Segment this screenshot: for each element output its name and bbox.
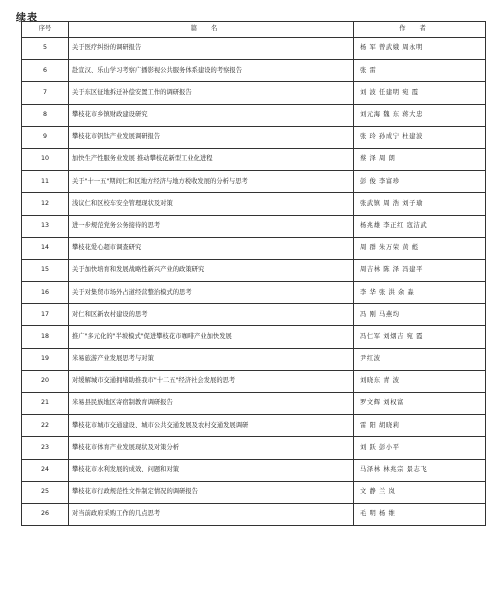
- row-title: 关于加快培育和发展战略性新兴产业的政策研究: [69, 259, 354, 281]
- row-title: 攀枝花市城市交通建设、城市公共交通发展及农村交通发展调研: [69, 415, 354, 437]
- row-author: 雷 阳 胡晓莉: [354, 415, 486, 437]
- table-row: [22, 171, 486, 193]
- row-seq: 20: [22, 370, 69, 392]
- table-header: [22, 22, 486, 38]
- table-row: [22, 459, 486, 481]
- row-author: 周 群 朱万荣 黄 彪: [354, 237, 486, 259]
- row-seq: 16: [22, 282, 69, 304]
- table-row: [22, 82, 486, 104]
- row-seq: 5: [22, 38, 69, 60]
- table-row: [22, 393, 486, 415]
- row-title: 关于"十一五"期间仁和区地方经济与地方税收发展的分析与思考: [69, 171, 354, 193]
- row-author: 张武镇 周 浩 刘子瑜: [354, 193, 486, 215]
- row-author: 马泽林 林兆宗 景志飞: [354, 459, 486, 481]
- row-author: 杨 军 曾武娥 周永明: [354, 38, 486, 60]
- row-author: 毛 明 杨 维: [354, 503, 486, 525]
- row-author: 尹红波: [354, 348, 486, 370]
- table-row: [22, 348, 486, 370]
- row-seq: 25: [22, 481, 69, 503]
- row-seq: 11: [22, 171, 69, 193]
- row-title: 攀枝花爱心超市调查研究: [69, 237, 354, 259]
- table-row: [22, 326, 486, 348]
- row-title: 推广"多元化的"半坡模式"促进攀枝花市咖啡产业加快发展: [69, 326, 354, 348]
- table-row: [22, 503, 486, 525]
- row-seq: 8: [22, 104, 69, 126]
- row-author: 冯仁军 刘烟吉 宛 霞: [354, 326, 486, 348]
- row-title: 攀枝花市行政规范性文件制定情况的调研报告: [69, 481, 354, 503]
- table-row: [22, 370, 486, 392]
- table-row: [22, 126, 486, 148]
- article-table: [21, 21, 486, 526]
- row-seq: 21: [22, 393, 69, 415]
- header-author: 作者: [354, 22, 486, 38]
- table-row: [22, 215, 486, 237]
- row-seq: 13: [22, 215, 69, 237]
- row-title: 对仁和区新农村建设的思考: [69, 304, 354, 326]
- row-title: 进一步规范党务公务接待的思考: [69, 215, 354, 237]
- header-row: [22, 22, 486, 38]
- row-seq: 26: [22, 503, 69, 525]
- row-seq: 6: [22, 60, 69, 82]
- row-author: 冯 刚 马燕均: [354, 304, 486, 326]
- table-body: [22, 38, 486, 526]
- row-title: 加快生产性服务业发展 推动攀枝花新型工业化进程: [69, 148, 354, 170]
- row-title: 米易县民族地区寄宿制教育调研报告: [69, 393, 354, 415]
- row-seq: 19: [22, 348, 69, 370]
- row-title: 浅议仁和区校车安全管理现状及对策: [69, 193, 354, 215]
- table-row: [22, 104, 486, 126]
- table-row: [22, 60, 486, 82]
- row-author: 文 静 兰 岚: [354, 481, 486, 503]
- row-title: 关于医疗纠纷的调研报告: [69, 38, 354, 60]
- row-seq: 18: [22, 326, 69, 348]
- row-seq: 17: [22, 304, 69, 326]
- header-title: 篇名: [69, 22, 354, 38]
- table-row: [22, 148, 486, 170]
- row-author: 刘 跃 彭小平: [354, 437, 486, 459]
- table-row: [22, 481, 486, 503]
- row-title: 攀枝花市乡镇财政建设研究: [69, 104, 354, 126]
- row-author: 杨兆雄 李正红 寇洁武: [354, 215, 486, 237]
- row-title: 赴宣汉、乐山学习考察广播影视公共服务体系建设的考察报告: [69, 60, 354, 82]
- row-author: 刘 波 任建明 宛 霞: [354, 82, 486, 104]
- table-row: [22, 282, 486, 304]
- row-author: 罗文辉 刘权富: [354, 393, 486, 415]
- row-author: 张 雷: [354, 60, 486, 82]
- row-author: 彭 俊 李富珍: [354, 171, 486, 193]
- table-row: [22, 415, 486, 437]
- row-author: 蔡 泽 周 朗: [354, 148, 486, 170]
- table-row: [22, 437, 486, 459]
- page-heading: 续表: [16, 13, 38, 24]
- row-seq: 9: [22, 126, 69, 148]
- table-row: [22, 38, 486, 60]
- row-title: 关于东区征地拆迁补偿安置工作的调研报告: [69, 82, 354, 104]
- row-author: 刘晓东 青 波: [354, 370, 486, 392]
- row-title: 关于对集贸市场外占道经营整治模式的思考: [69, 282, 354, 304]
- row-seq: 14: [22, 237, 69, 259]
- row-seq: 7: [22, 82, 69, 104]
- row-seq: 12: [22, 193, 69, 215]
- table-row: [22, 304, 486, 326]
- row-author: 刘元海 魏 东 蒋大忠: [354, 104, 486, 126]
- row-seq: 24: [22, 459, 69, 481]
- table-row: [22, 193, 486, 215]
- row-author: 周吉林 陈 泽 冯建平: [354, 259, 486, 281]
- row-title: 攀枝花市体育产业发展现状及对策分析: [69, 437, 354, 459]
- row-title: 米易旅游产业发展思考与对策: [69, 348, 354, 370]
- table-row: [22, 259, 486, 281]
- row-author: 李 华 张 洪 余 淼: [354, 282, 486, 304]
- row-title: 攀枝花市钒钛产业发展调研报告: [69, 126, 354, 148]
- row-seq: 22: [22, 415, 69, 437]
- row-title: 对缓解城市交通拥堵助推我市"十二五"经济社会发展的思考: [69, 370, 354, 392]
- row-seq: 10: [22, 148, 69, 170]
- table-row: [22, 237, 486, 259]
- header-seq: 序号: [22, 22, 69, 38]
- row-title: 攀枝花市水利发展的成效、问题和对策: [69, 459, 354, 481]
- row-seq: 23: [22, 437, 69, 459]
- row-seq: 15: [22, 259, 69, 281]
- row-author: 张 玲 孙成宁 杜建波: [354, 126, 486, 148]
- row-title: 对当前政府采购工作的几点思考: [69, 503, 354, 525]
